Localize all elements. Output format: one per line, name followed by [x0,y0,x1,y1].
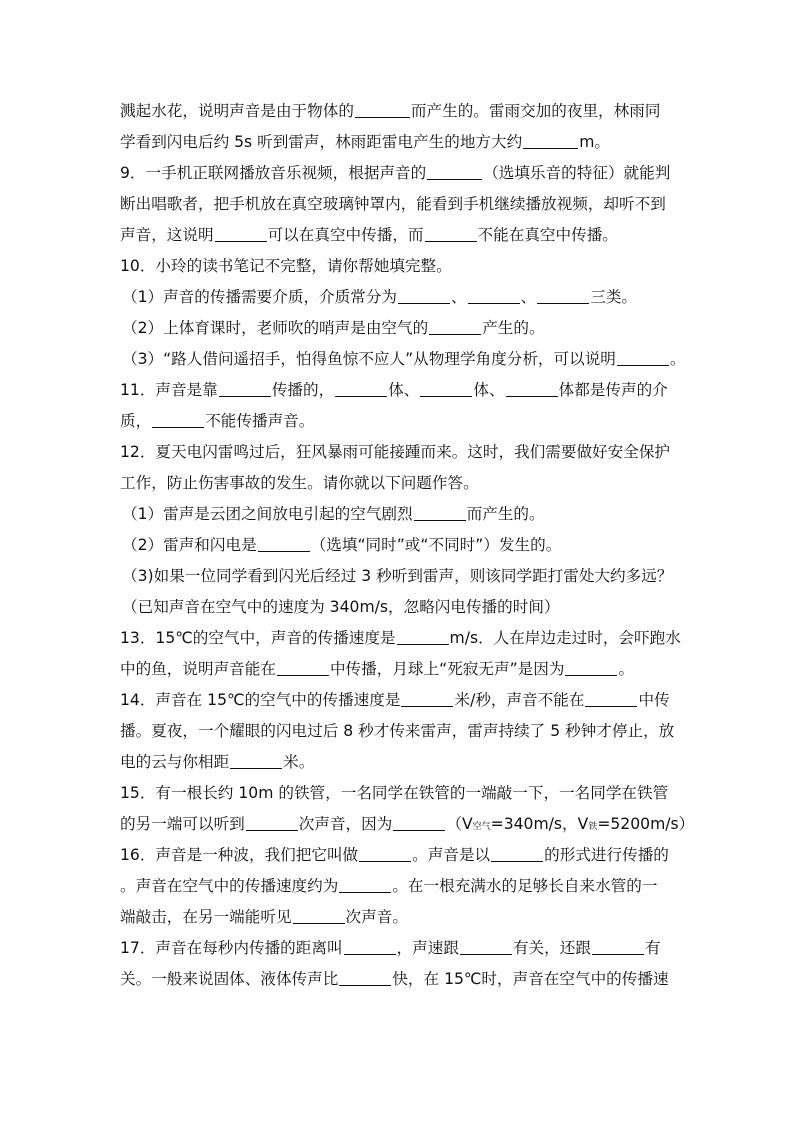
question-16-line-1 [120,840,676,871]
text-segment: 可以在真空中传播，而 [267,226,424,244]
text-segment: 10．小玲的读书笔记不完整，请你帮她填完整。 [120,257,452,275]
text-segment: 电的云与你相距 [120,753,230,771]
fill-in-blank[interactable] [523,131,578,149]
question-12-item-2 [120,530,676,561]
fill-in-blank[interactable] [277,658,329,676]
text-segment: 传播的， [271,381,335,399]
fill-in-blank[interactable] [491,844,543,862]
fill-in-blank[interactable] [339,968,391,986]
text-segment: 。 [669,350,686,368]
text-segment: 不能在真空中传播。 [477,226,618,244]
fill-in-blank[interactable] [537,286,589,304]
text-segment: 、 [451,288,467,306]
text-segment: ，声速跟 [396,939,459,957]
question-10-title [120,251,676,282]
text-segment: 断出唱歌者，把手机放在真空玻璃钟罩内，能看到手机继续播放视频，却听不到 [120,195,666,213]
question-9-line-1 [120,158,676,189]
question-9-line-3 [120,220,676,251]
text-segment: 播。夏夜，一个耀眼的闪电过后 8 秒才传来雷声，雷声持续了 5 秒钟才停止，放 [120,722,675,740]
question-12-line-1 [120,437,676,468]
fill-in-blank[interactable] [617,348,669,366]
question-11-line-1 [120,375,676,406]
question-10-item-1 [120,282,676,313]
question-12-item-1 [120,499,676,530]
text-segment: 声音，这说明 [120,226,214,244]
fill-in-blank[interactable] [565,658,617,676]
question-11-line-2 [120,406,676,437]
text-segment: 工作，防止伤害事故的发生。请你就以下问题作答。 [120,474,479,492]
fill-in-blank[interactable] [401,689,453,707]
text-segment: （3）“路人借问遥招手，怕得鱼惊不应人”从物理学角度分析，可以说明 [122,350,616,368]
text-segment: 体、 [388,381,420,399]
fill-in-blank[interactable] [506,379,558,397]
fill-in-blank[interactable] [339,875,391,893]
fill-in-blank[interactable] [468,286,520,304]
question-13-line-2 [120,654,676,685]
fill-in-blank[interactable] [429,317,481,335]
text-segment: （1）雷声是云团之间放电引起的空气剧烈 [122,505,413,523]
text-segment: 17．声音在每秒内传播的距离叫 [120,939,343,957]
fill-in-blank[interactable] [230,751,282,769]
text-segment: 中传播，月球上“死寂无声”是因为 [329,660,565,678]
text-line-1 [120,96,676,127]
text-segment: 次声音，因为 [298,815,393,833]
text-segment: m。 [579,133,611,151]
fill-in-blank[interactable] [335,379,387,397]
text-segment: （V [446,815,473,833]
fill-in-blank[interactable] [246,813,298,831]
question-17-line-1 [120,933,676,964]
text-segment: 质， [120,412,152,430]
fill-in-blank[interactable] [398,286,450,304]
text-segment: 11．声音是靠 [120,381,218,399]
fill-in-blank[interactable] [355,100,410,118]
question-15-line-1 [120,778,676,809]
text-segment: 。声音在空气中的传播速度约为 [120,877,339,895]
question-14-line-1 [120,685,676,716]
question-17-line-2 [120,964,676,995]
text-segment: 的形式进行传播的 [544,846,669,864]
text-segment: （3)如果一位同学看到闪光后经过 3 秒听到雷声，则该同学距打雷处大约多远？ [122,567,673,585]
fill-in-blank[interactable] [359,844,411,862]
fill-in-blank[interactable] [592,937,644,955]
text-segment: 快，在 15℃时，声音在空气中的传播速 [392,970,669,988]
text-segment: 中的鱼，说明声音能在 [120,660,276,678]
fill-in-blank[interactable] [293,906,345,924]
fill-in-blank[interactable] [393,813,445,831]
text-segment: 13．15℃的空气中，声音的传播速度是 [120,629,396,647]
subscript-iron: 铁 [588,822,598,832]
fill-in-blank[interactable] [397,627,449,645]
text-segment: 体、 [473,381,505,399]
text-segment: 16．声音是一种波，我们把它叫做 [120,846,359,864]
text-segment: 、 [520,288,537,306]
text-segment: 产生的。 [482,319,545,337]
question-12-note [120,592,676,623]
fill-in-blank[interactable] [460,937,512,955]
question-14-line-2 [120,716,676,747]
text-segment: =340m/s，V [490,815,589,833]
fill-in-blank[interactable] [344,937,396,955]
question-12-item-3 [120,561,676,592]
text-segment: （选填乐音的特征）就能判 [483,164,671,182]
text-segment: 而产生的。雷雨交加的夜里，林雨同 [410,102,661,120]
text-segment: 三类。 [590,288,638,306]
fill-in-blank[interactable] [215,224,267,242]
text-segment: 。 [618,660,635,678]
question-10-item-3 [120,344,686,375]
fill-in-blank[interactable] [585,689,637,707]
text-segment: 米。 [283,753,315,771]
text-segment: 。声音是以 [412,846,491,864]
subscript-air: 空气 [472,822,491,832]
text-segment: 端敲击，在另一端能听见 [120,908,292,926]
question-9-line-2 [120,189,676,220]
question-16-line-2 [120,871,676,902]
text-segment: 15．有一根长约 10m 的铁管，一名同学在铁管的一端敲一下，一名同学在铁管 [120,784,669,802]
text-segment: 而产生的。 [466,505,545,523]
question-14-line-3 [120,747,676,778]
fill-in-blank[interactable] [414,503,466,521]
text-segment: 9．一手机正联网播放音乐视频，根据声音的 [120,164,427,182]
question-16-line-3 [120,902,676,933]
text-segment: 的另一端可以听到 [120,815,245,833]
text-segment: 有关，还跟 [512,939,591,957]
question-15-line-2 [120,809,695,840]
text-segment: 不能传播声音。 [205,412,315,430]
question-12-line-2 [120,468,676,499]
text-segment: 学看到闪电后约 5s 听到雷声，林雨距雷电产生的地方大约 [120,133,523,151]
question-13-line-1 [120,623,681,654]
text-segment: 14．声音在 15℃的空气中的传播速度是 [120,691,401,709]
text-segment: （已知声音在空气中的速度为 340m/s，忽略闪电传播的时间） [122,598,560,616]
text-line-2 [120,127,676,158]
text-segment: =5200m/s） [597,815,695,833]
text-segment: 关。一般来说固体、液体传声比 [120,970,339,988]
fill-in-blank[interactable] [425,224,477,242]
text-segment: （选填“同时”或“不同时”）发生的。 [310,536,562,554]
text-segment: 体都是传声的介 [558,381,668,399]
fill-in-blank[interactable] [427,162,482,180]
fill-in-blank[interactable] [152,410,204,428]
text-segment: 有 [644,939,661,957]
text-segment: 中传 [638,691,670,709]
text-segment: m/s．人在岸边走过时，会吓跑水 [449,629,681,647]
text-segment: 次声音。 [345,908,408,926]
fill-in-blank[interactable] [420,379,472,397]
text-segment: （1）声音的传播需要介质，介质常分为 [122,288,398,306]
text-segment: 溅起水花，说明声音是由于物体的 [120,102,354,120]
text-segment: 12．夏天电闪雷鸣过后，狂风暴雨可能接踵而来。这时，我们需要做好安全保护 [120,443,671,461]
fill-in-blank[interactable] [219,379,271,397]
text-segment: 米/秒，声音不能在 [454,691,585,709]
text-segment: （2）雷声和闪电是 [122,536,257,554]
fill-in-blank[interactable] [258,534,310,552]
text-segment: （2）上体育课时，老师吹的哨声是由空气的 [122,319,429,337]
question-10-item-2 [120,313,676,344]
text-segment: 。在一根充满水的足够长自来水管的一 [392,877,658,895]
